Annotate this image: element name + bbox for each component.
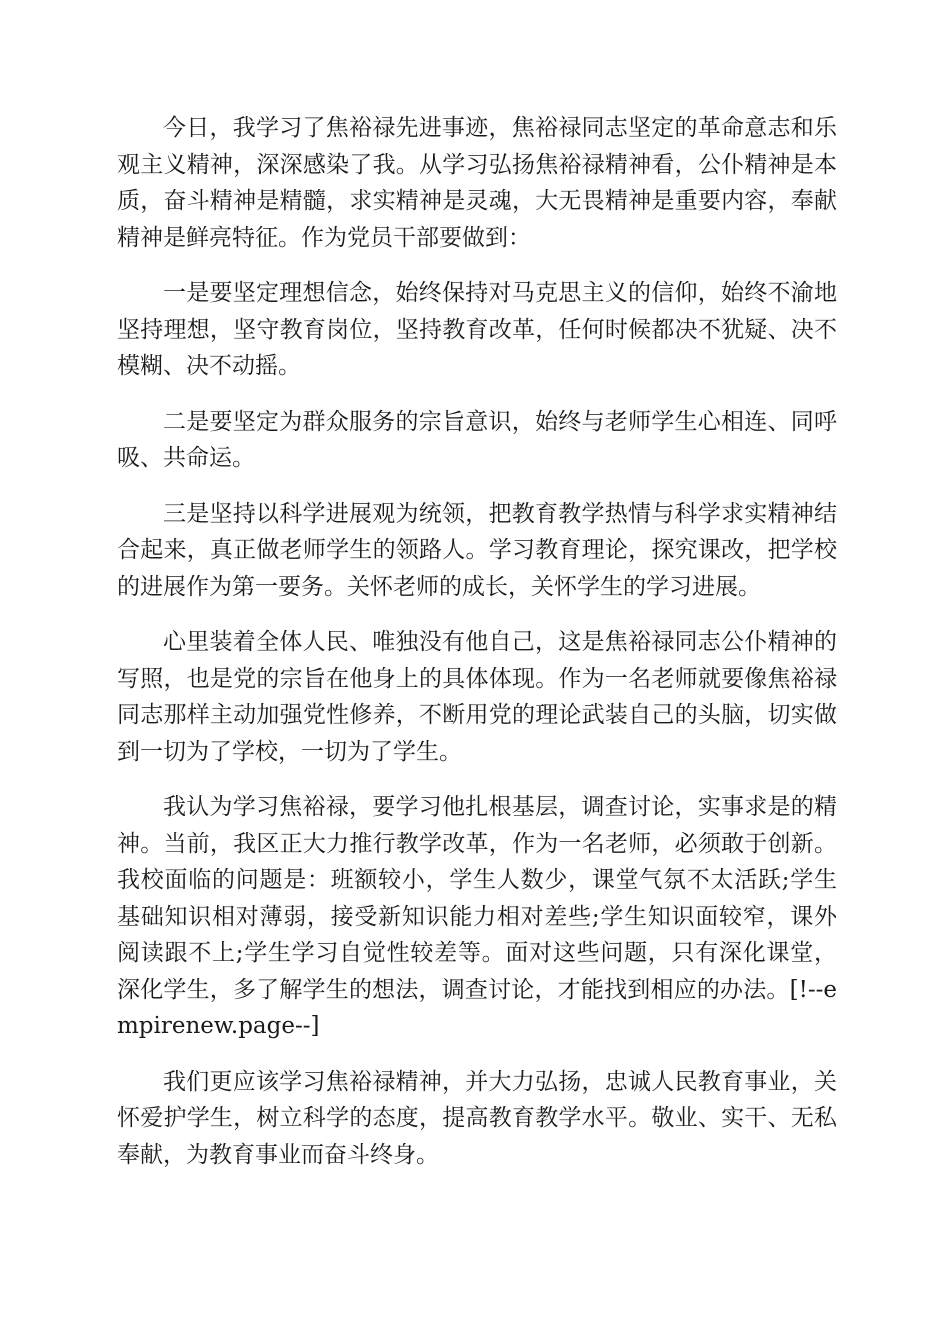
paragraph-point-two: 二是要坚定为群众服务的宗旨意识，始终与老师学生心相连、同呼吸、共命运。: [117, 408, 837, 471]
paragraph-point-three: 三是坚持以科学进展观为统领，把教育教学热情与科学求实精神结合起来，真正做老师学生的领路人。学习教育理论，探究课改，把学校的进展作为第一要务。关怀老师的成长，关怀学生的学习进展。: [117, 500, 837, 600]
paragraph-public-servant: 心里装着全体人民、唯独没有他自己，这是焦裕禄同志公仆精神的写照，也是党的宗旨在他身上的具体体现。作为一名老师就要像焦裕禄同志那样主动加强党性修养，不断用党的理论武装自己的头脑，切实做到一切为了学校，一切为了学生。: [117, 629, 837, 765]
paragraph-intro: 今日，我学习了焦裕禄先进事迹，焦裕禄同志坚定的革命意志和乐观主义精神，深深感染了我。从学习弘扬焦裕禄精神看，公仆精神是本质，奋斗精神是精髓，求实精神是灵魂，大无畏精神是重要内容，奉献精神是鲜亮特征。作为党员干部要做到：: [117, 115, 837, 251]
paragraph-point-one: 一是要坚定理想信念，始终保持对马克思主义的信仰，始终不渝地坚持理想，坚守教育岗位，坚持教育改革，任何时候都决不犹疑、决不模糊、决不动摇。: [117, 280, 837, 379]
document-body: [117, 110, 837, 1192]
paragraph-conclusion: 我们更应该学习焦裕禄精神，并大力弘扬，忠诚人民教育事业，关怀爱护学生，树立科学的态度，提高教育教学水平。敬业、实干、无私奉献，为教育事业而奋斗终身。: [117, 1068, 837, 1168]
paragraph-grassroots: 我认为学习焦裕禄，要学习他扎根基层，调查讨论，实事求是的精神。当前，我区正大力推行教学改革，作为一名老师，必须敢于创新。我校面临的问题是：班额较小，学生人数少，课堂气氛不太活跃;学生基础知识相对薄弱，接受新知识能力相对差些;学生知识面较窄，课外阅读跟不上;学生学习自觉性较差等。面对这些问题，只有深化课堂，深化学生，多了解学生的想法，调查讨论，才能找到相应的办法。[!--empirenew.page--]: [117, 794, 837, 1039]
